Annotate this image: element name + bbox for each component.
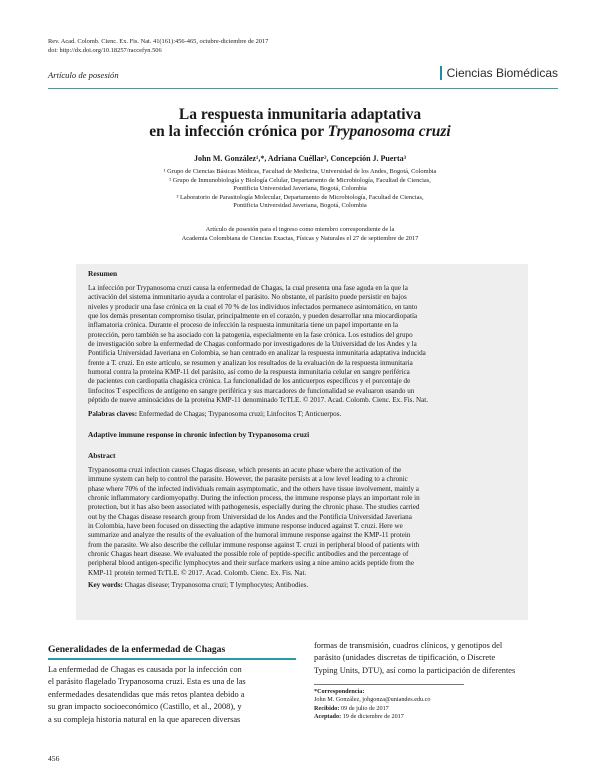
affiliation-line: Pontificia Universidad Javeriana, Bogotá, Colombia <box>233 202 367 210</box>
body-right-column <box>314 640 546 677</box>
resumen-line: frente a T. cruzi. En este artículo, se resumen y analizan los resultados de la evaluación de la respuesta inmunitaria <box>88 358 413 367</box>
abstract-line: from the parasite. We also describe the cellular immune response against T. cruzi in peripheral blood of patients with <box>88 540 420 549</box>
abstract-line: KMP-11 protein termed TcTLE. © 2017. Acad. Colomb. Cienc. Ex. Fis. Nat. <box>88 568 307 577</box>
received-value: 09 de julio de 2017 <box>339 704 389 712</box>
keywords-label: Key words: <box>88 581 123 589</box>
abstract-line: peripheral blood antigen-specific lymphocytes and their surface markers using a nine amino acids peptide from the <box>88 559 415 568</box>
article-type-label: Artículo de posesión <box>48 70 119 80</box>
page-number: 456 <box>48 754 60 763</box>
title-species: Trypanosoma cruzi <box>327 123 451 140</box>
abstract-line: immune system can help to control the parasite. However, the parasite persists at a low level leading to a chronic <box>88 475 408 484</box>
correspondence-contact[interactable]: John M. González, johgonza@uniandes.edu.co <box>314 696 431 704</box>
body-line: Typing Units, DTU), así como la participación de diferentes <box>314 665 516 675</box>
section-heading: Generalidades de la enfermedad de Chagas <box>48 644 226 655</box>
resumen-body <box>88 284 518 405</box>
authors: John M. González¹,*, Adriana Cuéllar², Concepción J. Puerta³ <box>193 154 407 163</box>
abstract-line: in Colombia, have been focused on dissecting the adaptive immune response induced against T. cruzi. Here we <box>88 522 403 531</box>
body-line: el parásito flagelado Trypanosoma cruzi. Esta es una de las <box>48 677 246 687</box>
accepted-value: 19 de diciembre de 2017 <box>341 713 404 721</box>
note-line: Academia Colombiana de Ciencias Exactas, Físicas y Naturales el 27 de septiembre de 2017 <box>181 234 419 242</box>
body-line: a su compleja historia natural en la que aparecen diversas <box>48 714 241 724</box>
abstract-heading: Abstract <box>88 451 116 460</box>
resumen-line: humoral contra la proteína KMP-11 del parásito, así como de la respuesta inmunitaria celular en sangre periférica <box>88 368 410 377</box>
body-left-column <box>48 664 296 726</box>
affiliation-line: ² Grupo de Inmunobiología y Biología Celular, Departamento de Microbiología, Facultad de Ciencias, <box>169 176 431 184</box>
correspondence <box>314 688 544 722</box>
title-line-1: La respuesta inmunitaria adaptativa <box>178 106 422 123</box>
correspondence-label: *Correspondencia: <box>314 688 365 695</box>
abstract-line: protection, but it has also been associated with pathogenesis, especially during the chronic phase. The studies carried <box>88 503 420 512</box>
accepted-label: Aceptado: <box>314 713 342 721</box>
abstract-line: summarize and analyze the results of the evaluation of the humoral immune response against the KMP-11 protein <box>88 531 411 540</box>
resumen-line: inflamatoria crónica. Durante el proceso de infección la respuesta inmunitaria tiene un papel importante en la <box>88 321 399 330</box>
abstract-line: chronic Chagas heart disease. We evaluated the possible role of peptide-specific antibodies and the percentage of <box>88 550 409 559</box>
journal-section-label: Ciencias Biomédicas <box>440 66 558 80</box>
resumen-line: péptido de nueve aminoácidos de la proteína KMP-11 denominado TcTLE. © 2017. Acad. Colomb. Cienc. Ex. Fis. Nat. <box>88 396 429 405</box>
journal-citation: Rev. Acad. Colomb. Cienc. Ex. Fis. Nat. 41(161):456-465, octubre-diciembre de 2017 <box>48 38 269 45</box>
body-line: enfermedades desatendidas que más retos plantea debido a <box>48 689 245 699</box>
received-label: Recibido: <box>314 704 340 712</box>
keywords-label: Palabras claves: <box>88 410 138 418</box>
body-line: parásito (unidades discretas de tipificación, o Discrete <box>314 653 496 663</box>
resumen-line: niveles y producir una fase crónica en la cual el 70 % de los individuos infectados permanece asintomático, en tanto <box>88 302 418 311</box>
article-title <box>0 106 600 140</box>
abstract-body <box>88 466 518 578</box>
body-line: formas de transmisión, cuadros clínicos, y genotipos del <box>314 641 503 650</box>
keywords-value: Enfermedad de Chagas; Trypanosoma cruzi; Linfocitos T; Anticuerpos. <box>137 410 342 418</box>
abstract-line: out by the Chagas disease research group from Universidad de los Andes and the Pontificia Universidad Javeriana <box>88 512 412 521</box>
received-date <box>314 705 544 713</box>
resumen-line: protección, pero también se ha asociado con la patogenia, especialmente en la fase crónica. Los estudios del grupo <box>88 330 413 339</box>
resumen-line: que los demás presentan compromiso tisular, principalmente en el corazón, y pueden desarrollar una miocardiopatía <box>88 312 418 321</box>
resumen-line: de investigación sobre la enfermedad de Chagas conformado por investigadores de la Universidad de los Andes y la <box>88 340 417 349</box>
title-line-2-text: en la infección crónica por <box>149 123 328 140</box>
admission-note <box>0 226 600 243</box>
affiliations <box>120 168 480 211</box>
body-line: La enfermedad de Chagas es causada por la infección con <box>48 665 242 674</box>
note-line: Artículo de posesión para el ingreso como miembro correspondiente de la <box>205 226 395 233</box>
resumen-line: linfocitos T específicos de antígeno en sangre periférica y sus marcadores de funcionalidad se evaluaron usando un <box>88 386 415 395</box>
affiliation-line: ³ Laboratorio de Parasitología Molecular, Departamento de Microbiología, Facultad de Ciencias, <box>176 193 424 201</box>
title-line-2 <box>0 123 600 140</box>
affiliation-line: Pontificia Universidad Javeriana, Bogotá, Colombia <box>233 185 367 193</box>
abstract-keywords <box>88 581 518 590</box>
abstract-line: phase where 70% of the infected individuals remain asymptomatic, and the others have tissue involvement, mainly a <box>88 484 419 493</box>
resumen-line: Pontificia Universidad Javeriana en Colombia, se han centrado en analizar la respuesta inmunitaria adaptativa inducida <box>88 349 426 358</box>
abstract-line: Trypanosoma cruzi infection causes Chagas disease, which presents an acute phase where the activation of the <box>88 466 402 474</box>
header-rule <box>48 88 558 89</box>
body-line: su gran impacto socioeconómico (Castillo, et al., 2008), y <box>48 702 242 712</box>
footnote-rule <box>314 684 464 685</box>
resumen-line: de pacientes con cardiopatía chagásica crónica. La funcionalidad de los anticuerpos específicos y el porcentaje de <box>88 377 411 386</box>
accepted-date <box>314 713 544 721</box>
keywords-value: Chagas disease; Trypanosoma cruzi; T lymphocytes; Antibodies. <box>122 581 309 589</box>
abstract-line: chronic inflammatory cardiomyopathy. During the infection process, the immune response plays an important role in <box>88 494 420 503</box>
resumen-keywords <box>88 410 518 419</box>
affiliation-line: ¹ Grupo de Ciencias Básicas Médicas, Facultad de Medicina, Universidad de los Andes, Bogotá, Colombia <box>163 168 437 175</box>
english-title: Adaptive immune response in chronic infection by Trypanosoma cruzi <box>88 430 310 439</box>
resumen-line: La infección por Trypanosoma cruzi causa la enfermedad de Chagas, la cual presenta una fase aguda en la que la <box>88 284 408 292</box>
resumen-line: activación del sistema inmunitario ayuda a controlar el parásito. No obstante, el parásito puede persistir en bajos <box>88 293 407 302</box>
doi-link[interactable]: doi: http://dx.doi.org/10.18257/raccefyn.506 <box>48 47 162 54</box>
resumen-heading: Resumen <box>88 269 118 278</box>
section-heading-rule <box>48 658 296 660</box>
